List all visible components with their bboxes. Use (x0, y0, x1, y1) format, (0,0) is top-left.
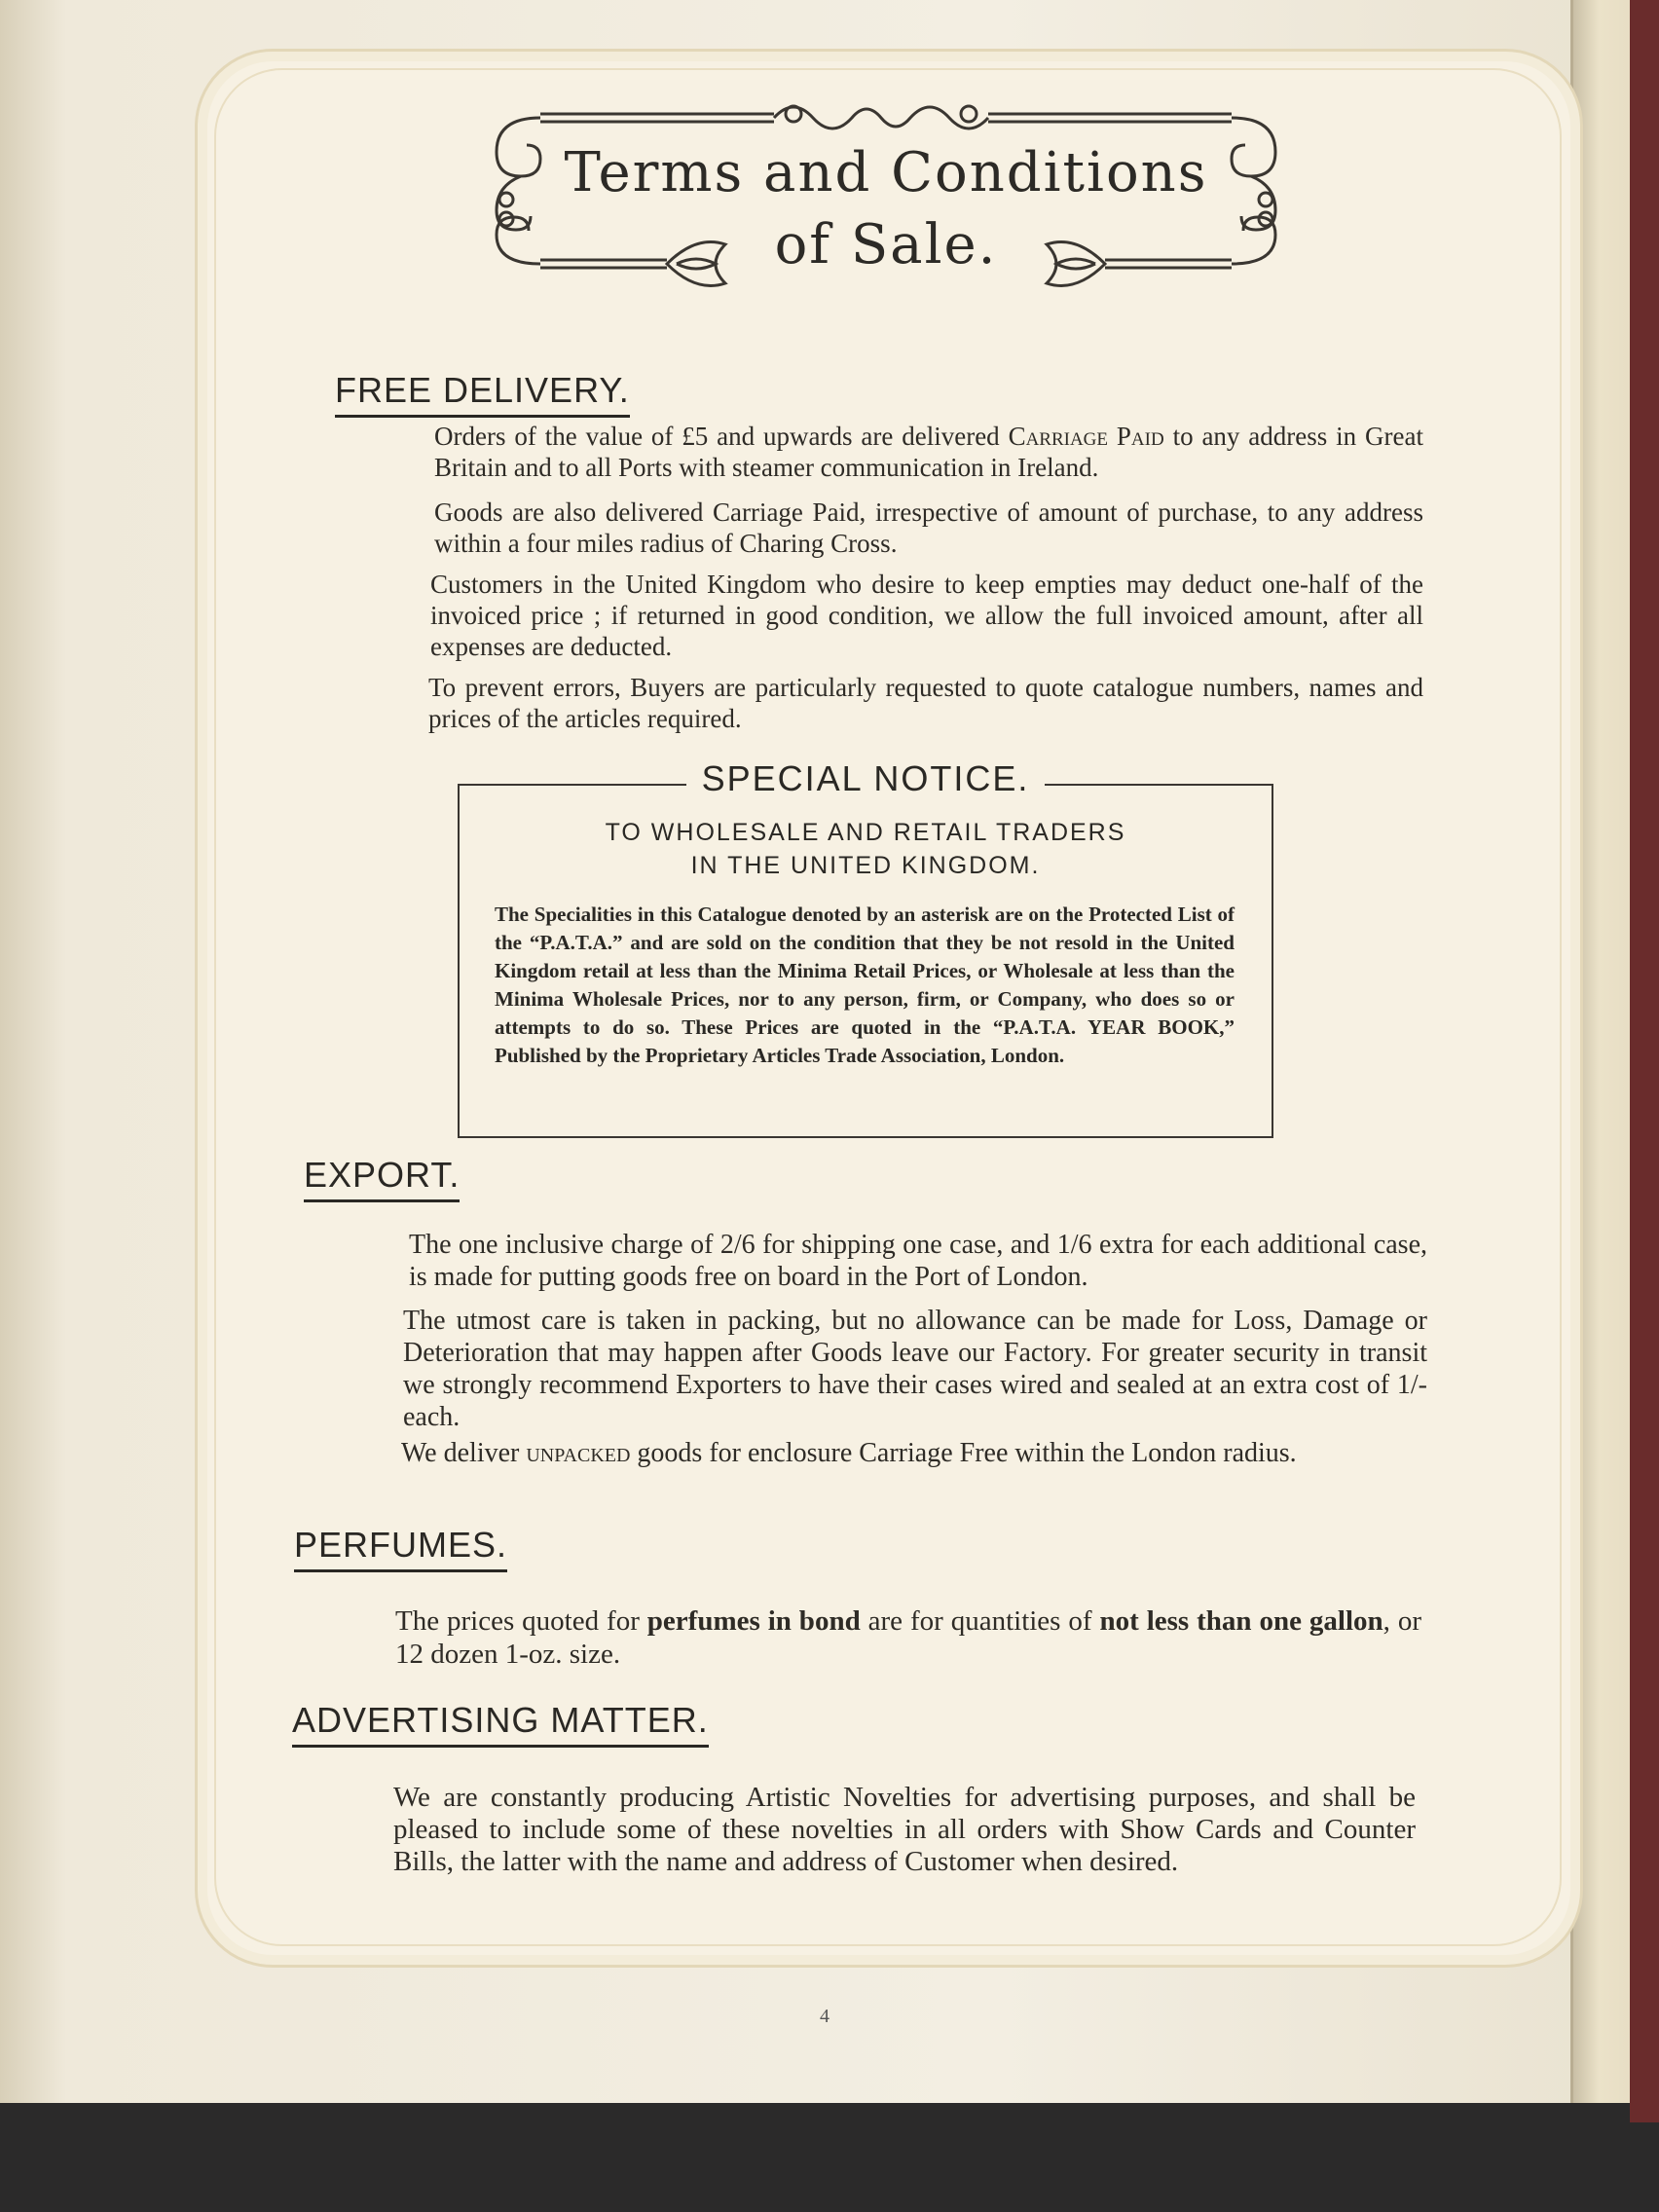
special-notice-box (458, 758, 1273, 1138)
page-title-line-1: Terms and Conditions (564, 141, 1208, 204)
special-notice-title: SPECIAL NOTICE. (686, 758, 1046, 798)
heading-perfumes: PERFUMES. (294, 1525, 507, 1572)
perfumes-paragraph-1: The prices quoted for perfumes in bond are for quantities of not less than one gallon, or 12 dozen 1-oz. size. (395, 1605, 1421, 1670)
export-paragraph-2: The utmost care is taken in packing, but no allowance can be made for Loss, Damage or Deterioration that may happen after Goods leave our Factory. For greater security in transit we strongly recommend Exporters to have their cases wired and sealed at an extra cost of 1/- each. (403, 1306, 1427, 1432)
page-title-line-2: of Sale. (774, 213, 998, 276)
page-number: 4 (820, 2006, 830, 2027)
export-paragraph-1: The one inclusive charge of 2/6 for shipping one case, and 1/6 extra for each additional case, is made for putting goods free on board in the Port of London. (409, 1230, 1427, 1292)
heading-export: EXPORT. (304, 1155, 460, 1202)
title-cartouche (482, 92, 1290, 292)
free-delivery-paragraph-2: Goods are also delivered Carriage Paid, irrespective of amount of purchase, to any address within a four miles radius of Charing Cross. (434, 498, 1423, 558)
special-notice-subtitle-1: TO WHOLESALE AND RETAIL TRADERS (605, 819, 1126, 846)
book-cover-edge (1630, 0, 1659, 2122)
free-delivery-paragraph-3: Customers in the United Kingdom who desire to keep empties may deduct one-half of the invoiced price ; if returned in good condition, we allow the full invoiced amount, after all expenses are deducted. (430, 570, 1423, 661)
heading-free-delivery: FREE DELIVERY. (335, 370, 630, 418)
special-notice-body: The Specialities in this Catalogue denoted by an asterisk are on the Protected List of the “P.A.T.A.” and are sold on the condition that they be not resold in the United Kingdom retail at less than the Minima Retail Prices, or Wholesale at less than the Minima Wholesale Prices, nor to any person, firm, or Company, who does so or attempts to do so. These Prices are quoted in the “P.A.T.A. YEAR BOOK,” Published by the Proprietary Articles Trade Association, London. (495, 903, 1235, 1067)
export-paragraph-3: We deliver unpacked goods for enclosure Carriage Free within the London radius. (401, 1438, 1297, 1468)
free-delivery-paragraph-4: To prevent errors, Buyers are particularly requested to quote catalogue numbers, names and prices of the articles required. (428, 673, 1423, 733)
special-notice-subtitle-2: IN THE UNITED KINGDOM. (690, 852, 1041, 879)
heading-advertising-matter: ADVERTISING MATTER. (292, 1700, 709, 1748)
advertising-paragraph-1: We are constantly producing Artistic Novelties for advertising purposes, and shall be pleased to include some of these novelties in all orders with Show Cards and Counter Bills, the latter with the name and address of Customer when desired. (393, 1782, 1416, 1877)
free-delivery-paragraph-1: Orders of the value of £5 and upwards are delivered Carriage Paid to any address in Great Britain and to all Ports with steamer communication in Ireland. (434, 422, 1423, 482)
